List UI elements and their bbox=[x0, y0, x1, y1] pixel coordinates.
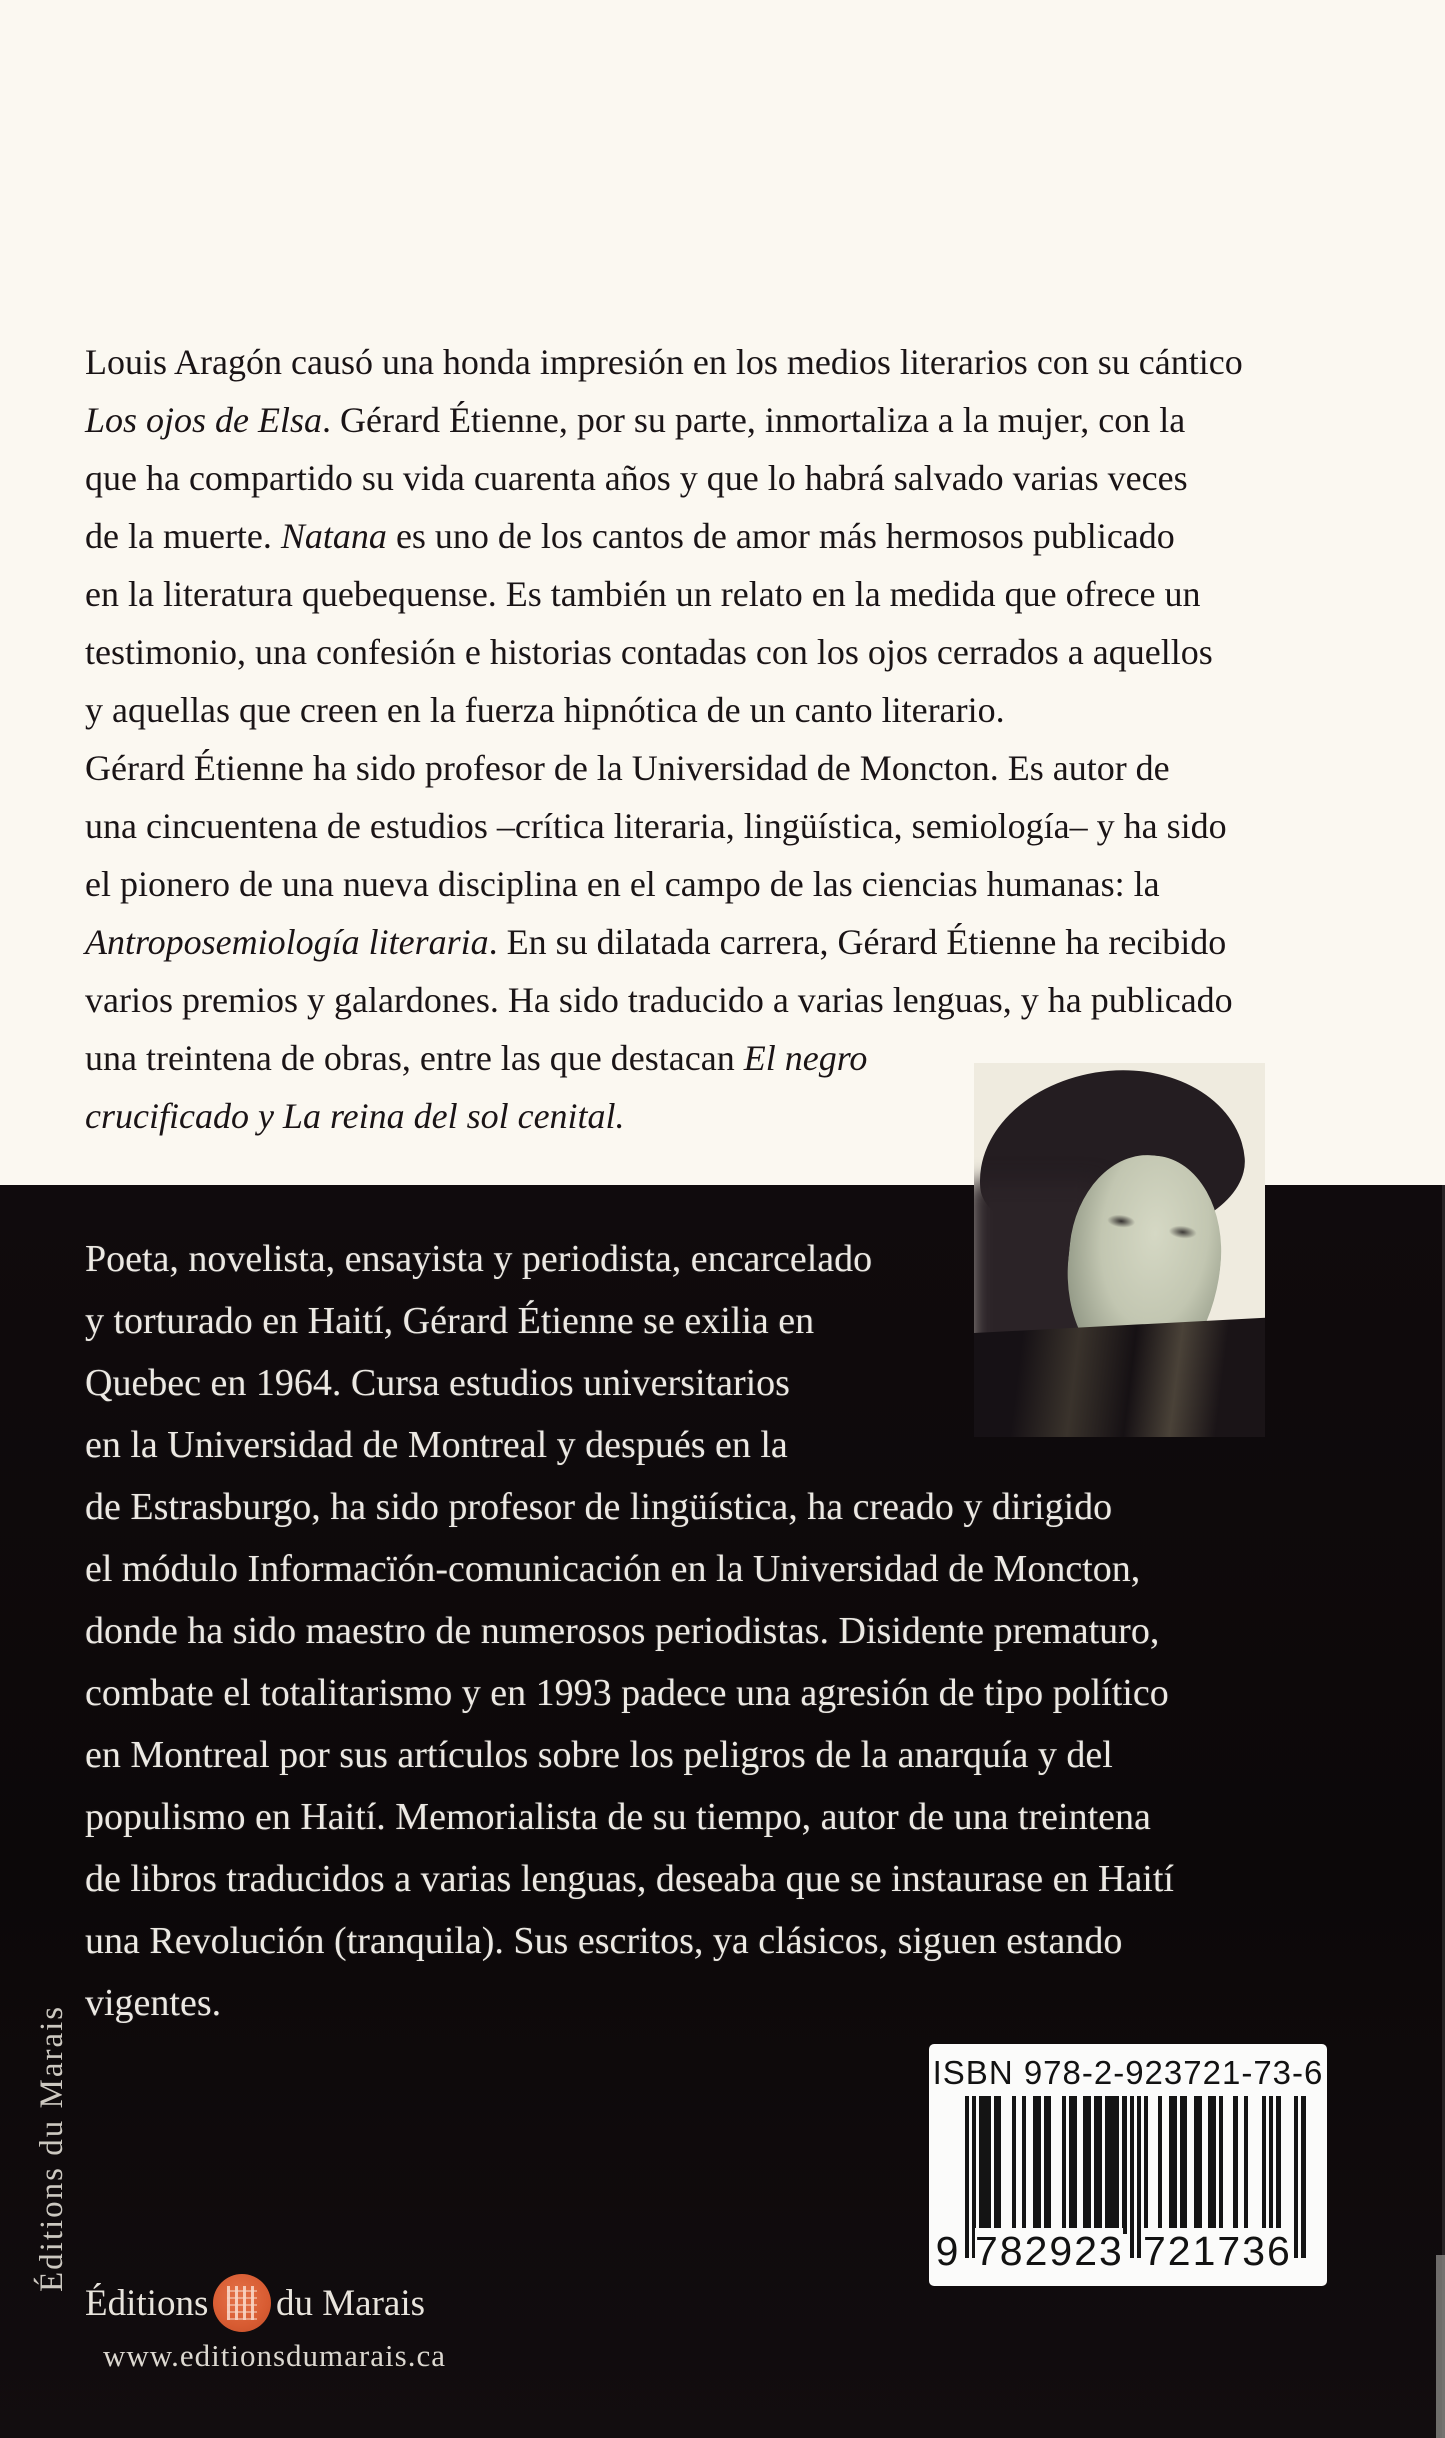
publisher-name-right: du Marais bbox=[276, 2282, 425, 2324]
barcode-bar bbox=[1144, 2096, 1148, 2234]
barcode-bar bbox=[1158, 2096, 1162, 2234]
text-line: y torturado en Haití, Gérard Étienne se exilia en bbox=[85, 1300, 815, 1342]
barcode-bar bbox=[1269, 2096, 1273, 2234]
text-line: populismo en Haití. Memorialista de su tiempo, autor de una treintena bbox=[85, 1796, 1151, 1838]
barcode-digits bbox=[935, 2228, 1305, 2278]
text-line: combate el totalitarismo y en 1993 padece una agresión de tipo político bbox=[85, 1672, 1169, 1714]
barcode-bar bbox=[1173, 2096, 1177, 2234]
barcode-bar bbox=[1198, 2096, 1202, 2234]
isbn-barcode-box bbox=[929, 2044, 1327, 2286]
barcode-bar bbox=[1262, 2096, 1266, 2234]
isbn-label: ISBN 978-2-923721-73-6 bbox=[932, 2054, 1324, 2091]
barcode-bar bbox=[1122, 2096, 1126, 2234]
bio-text bbox=[85, 1228, 1363, 2034]
text-line: de libros traducidos a varias lenguas, deseaba que se instaurase en Haití bbox=[85, 1858, 1174, 1900]
barcode-bar bbox=[1233, 2096, 1237, 2234]
barcode-bar bbox=[1022, 2096, 1026, 2234]
barcode-bar bbox=[1244, 2096, 1248, 2234]
text-line: en la literatura quebequense. Es también un relato en la medida que ofrece un bbox=[85, 574, 1201, 614]
text-line: que ha compartido su vida cuarenta años y que lo habrá salvado varias veces bbox=[85, 458, 1188, 498]
barcode-bar bbox=[1062, 2096, 1066, 2234]
building-icon bbox=[227, 2286, 257, 2320]
barcode-bar bbox=[1012, 2096, 1016, 2234]
text-line: vigentes. bbox=[85, 1982, 222, 2024]
text-line: Louis Aragón causó una honda impresión en los medios literarios con su cántico bbox=[85, 342, 1243, 382]
barcode-bar bbox=[1087, 2096, 1091, 2234]
text-line: el módulo Informacïón-comunicación en la Universidad de Moncton, bbox=[85, 1548, 1141, 1590]
barcode-bar bbox=[1276, 2096, 1280, 2234]
barcode-bar bbox=[1047, 2096, 1051, 2234]
text-line: Gérard Étienne ha sido profesor de la Universidad de Moncton. Es autor de bbox=[85, 748, 1170, 788]
text-line: en Montreal por sus artículos sobre los peligros de la anarquía y del bbox=[85, 1734, 1113, 1776]
text-line: testimonio, una confesión e historias contadas con los ojos cerrados a aquellos bbox=[85, 632, 1213, 672]
text-line: donde ha sido maestro de numerosos periodistas. Disidente prematuro, bbox=[85, 1610, 1160, 1652]
text-line: una Revolución (tranquila). Sus escritos, ya clásicos, siguen estando bbox=[85, 1920, 1123, 1962]
publisher-block bbox=[85, 2272, 425, 2334]
text-line: Poeta, novelista, ensayista y periodista, encarcelado bbox=[85, 1238, 873, 1280]
barcode-digit-group: 782923 bbox=[975, 2228, 1124, 2274]
barcode-bar bbox=[1212, 2096, 1216, 2234]
barcode-bar bbox=[986, 2096, 990, 2234]
text-line: una cincuentena de estudios –crítica literaria, lingüística, semiología– y ha sido bbox=[85, 806, 1227, 846]
synopsis-text bbox=[85, 333, 1365, 1145]
text-line: de Estrasburgo, ha sido profesor de lingüística, ha creado y dirigido bbox=[85, 1486, 1113, 1528]
text-line: varios premios y galardones. Ha sido traducido a varias lenguas, y ha publicado bbox=[85, 980, 1233, 1020]
text-line: crucificado y La reina del sol cenital. bbox=[85, 1096, 625, 1136]
barcode-bar bbox=[1097, 2096, 1101, 2234]
barcode-digit-group: 721736 bbox=[1143, 2228, 1292, 2274]
spine-publisher-text: Éditions du Marais bbox=[34, 2004, 70, 2292]
text-line: el pionero de una nueva disciplina en el campo de las ciencias humanas: la bbox=[85, 864, 1160, 904]
text-line: en la Universidad de Montreal y después en la bbox=[85, 1424, 788, 1466]
barcode-bar bbox=[997, 2096, 1001, 2234]
text-line: una treintena de obras, entre las que destacan El negro bbox=[85, 1038, 868, 1078]
text-line: de la muerte. Natana es uno de los cantos de amor más hermosos publicado bbox=[85, 516, 1175, 556]
text-line: Quebec en 1964. Cursa estudios universitarios bbox=[85, 1362, 790, 1404]
publisher-url: www.editionsdumarais.ca bbox=[103, 2338, 446, 2373]
text-line: Antroposemiología literaria. En su dilatada carrera, Gérard Étienne ha recibido bbox=[85, 922, 1227, 962]
barcode-bar bbox=[1219, 2096, 1223, 2234]
publisher-logo bbox=[213, 2274, 271, 2332]
barcode-bar bbox=[1115, 2096, 1119, 2234]
publisher-name-left: Éditions bbox=[85, 2282, 209, 2324]
page-edge-highlight bbox=[1436, 2255, 1445, 2438]
text-line: Los ojos de Elsa. Gérard Étienne, por su parte, inmortaliza a la mujer, con la bbox=[85, 400, 1186, 440]
text-line: y aquellas que creen en la fuerza hipnótica de un canto literario. bbox=[85, 690, 1005, 730]
barcode-digit-group: 9 bbox=[935, 2228, 961, 2274]
barcode-bar bbox=[1183, 2096, 1187, 2234]
barcode-bar bbox=[1072, 2096, 1076, 2234]
barcode-bar bbox=[1037, 2096, 1041, 2234]
